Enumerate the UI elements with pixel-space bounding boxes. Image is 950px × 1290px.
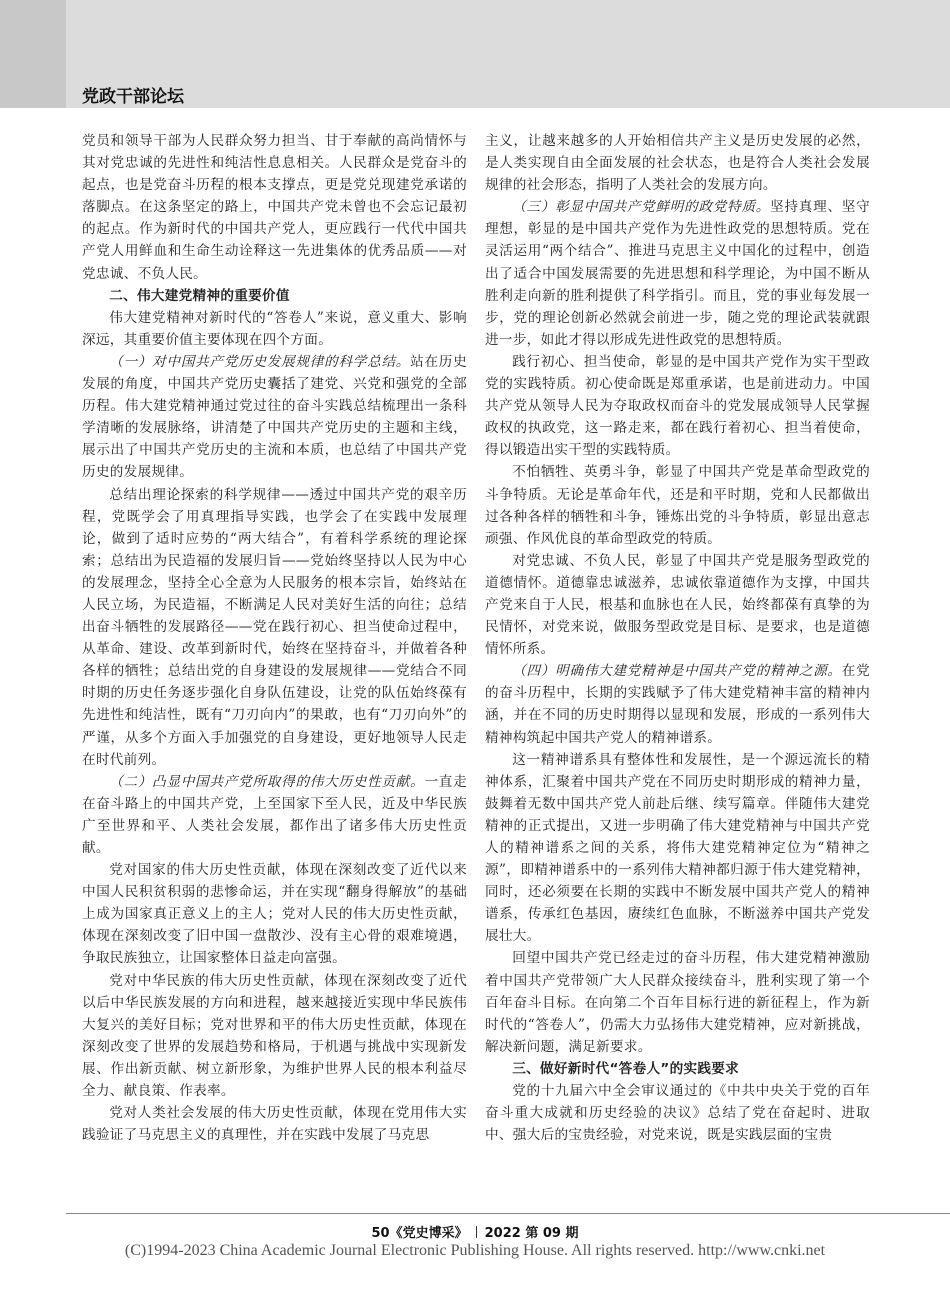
- paragraph-body: 在党的奋斗历程中，长期的实践赋予了伟大建党精神丰富的精神内涵，并在不同的历史时期得以显现和发展，形成的一系列伟大精神构筑起中国共产党人的精神谱系。: [485, 663, 870, 746]
- header-side-band: [0, 0, 66, 108]
- section-heading: 二、伟大建党精神的重要价值: [109, 287, 290, 304]
- paragraph: 践行初心、担当使命，彰显的是中国共产党作为实干型政党的实践特质。初心使命既是郑重承诺，也是前进动力。中国共产党从领导人民为夺取政权而奋斗的党发展成领导人民掌握政权的执政党，这一路走来，都在践行着初心、担当着使命，得以锻造出实干型的实践特质。: [485, 353, 870, 459]
- paragraph-body: 一直走在奋斗路上的中国共产党，上至国家下至人民，近及中华民族广至世界和平、人类社会发展，都作出了诸多伟大历史性贡献。: [82, 773, 467, 856]
- issue-number: 2022 第 09 期: [484, 1226, 579, 1241]
- subheading-lead: （四）明确伟大建党精神是中国共产党的精神之源。: [512, 663, 842, 680]
- section-title: 党政干部论坛: [82, 87, 184, 107]
- paragraph: 党对中华民族的伟大历史性贡献，体现在深刻改变了近代以后中华民族发展的方向和进程，越来越接近实现中华民族伟大复兴的美好目标；党对世界和平的伟大历史性贡献，体现在深刻改变了世界的发展趋势和格局，于机遇与挑战中实现新发展、作出新贡献、树立新形象，为维护世界人民的根本利益尽全力、献良策、作表率。: [82, 972, 467, 1100]
- paragraph: 党员和领导干部为人民群众努力担当、甘于奉献的高尚情怀与其对党忠诚的先进性和纯洁性息息相关。人民群众是党奋斗的起点，也是党奋斗历程的根本支撑点，更是党兑现建党承诺的落脚点。在这条坚定的路上，中国共产党未曾也不会忘记最初的起点。作为新时代的中国共产党人，更应践行一代代中国共产党人用鲜血和生命生动诠释这一先进集体的优秀品质——对党忠诚、不负人民。: [82, 133, 467, 282]
- paragraph: 对党忠诚、不负人民，彰显了中国共产党是服务型政党的道德情怀。道德靠忠诚滋养，忠诚依靠道德作为支撑，中国共产党来自于人民，根基和血脉也在人民，始终都葆有真挚的为民情怀，对党来说，做服务型政党是目标、是要求，也是道德情怀所系。: [485, 552, 870, 658]
- paragraph: 这一精神谱系具有整体性和发展性，是一个源远流长的精神体系，汇聚着中国共产党在不同历史时期形成的精神力量，鼓舞着无数中国共产党人前赴后继、续写篇章。伴随伟大建党精神的正式提出，又进一步明确了伟大建党精神与中国共产党人的精神谱系之间的关系，将伟大建党精神定位为“精神之源”，即精神谱系中的一系列伟大精神都归源于伟大建党精神，同时，还必须要在长期的实践中不断发展中国共产党人的精神谱系，传承红色基因，赓续红色血脉，不断滋养中国共产党发展壮大。: [485, 751, 870, 945]
- right-column: [485, 130, 870, 1146]
- paragraph-body: 坚持真理、坚守理想，彰显的是中国共产党作为先进性政党的思想特质。党在灵活运用“两个结合”、推进马克思主义中国化的过程中，创造出了适合中国发展需要的先进思想和科学理论，为中国不断从胜利走向新的胜利提供了科学指引。而且，党的事业每发展一步，党的理论创新必然就会前进一步，随之党的理论武装就跟进一步，如此才得以形成先进性政党的思想特质。: [485, 199, 870, 348]
- footer-divider: [66, 1213, 950, 1214]
- paragraph: 党的十九届六中全会审议通过的《中共中央关于党的百年奋斗重大成就和历史经验的决议》总结了党在奋起时、进取中、强大后的宝贵经验，对党来说，既是实践层面的宝贵: [485, 1083, 870, 1144]
- page-number-journal: 50《党史博采》: [371, 1226, 468, 1241]
- subheading-lead: （一）对中国共产党历史发展规律的科学总结。: [109, 353, 411, 370]
- paragraph: 不怕牺牲、英勇斗争，彰显了中国共产党是革命型政党的斗争特质。无论是革命年代，还是和平时期，党和人民都做出过各种各样的牺牲和斗争，锤炼出党的斗争特质，彰显出意志顽强、作风优良的革命型政党的特质。: [485, 464, 870, 547]
- copyright-notice: (C)1994-2023 China Academic Journal Electronic Publishing House. All rights reserved. http://www.cnki.net: [124, 1242, 826, 1259]
- section-heading: 三、做好新时代“答卷人”的实践要求: [512, 1060, 740, 1077]
- left-column: [82, 130, 467, 1146]
- subheading-lead: （三）彰显中国共产党鲜明的政党特质。: [512, 199, 771, 216]
- paragraph: 总结出理论探索的科学规律——透过中国共产党的艰辛历程，党既学会了用真理指导实践，也学会了在实践中发展理论，做到了适时应势的“两大结合”，有着科学系统的理论探索；总结出为民造福的发展归旨——党始终坚持以人民为中心的发展理念，坚持全心全意为人民服务的根本宗旨，始终站在人民立场，为民造福，不断满足人民对美好生活的向往；总结出奋斗牺牲的发展路径——党在践行初心、担当使命过程中，从革命、建设、改革到新时代，始终在坚持奋斗，并做着各种各样的牺牲；总结出党的自身建设的发展规律——党结合不同时期的历史任务逐步强化自身队伍建设，让党的队伍始终葆有先进性和纯洁性，既有“刀刃向内”的果敢，也有“刀刃向外”的严谨，从多个方面入手加强党的自身建设，更好地领导人民走在时代前列。: [82, 486, 467, 768]
- paragraph: [82, 771, 467, 859]
- paragraph-body: 站在历史发展的角度，中国共产党历史囊括了建党、兴党和强党的全部历程。伟大建党精神通过党过往的奋斗实践总结梳理出一条科学清晰的发展脉络，讲清楚了中国共产党历史的主题和主线，展示出了中国共产党历史的主流和本质，也总结了中国共产党历史的发展规律。: [82, 353, 467, 481]
- paragraph: 主义，让越来越多的人开始相信共产主义是历史发展的必然，是人类实现自由全面发展的社会状态，也是符合人类社会发展规律的社会形态，指明了人类社会的发展方向。: [485, 133, 870, 194]
- paragraph: 伟大建党精神对新时代的“答卷人”来说，意义重大、影响深远，其重要价值主要体现在四个方面。: [82, 309, 467, 348]
- subheading-lead: （二）凸显中国共产党所取得的伟大历史性贡献。: [109, 773, 425, 790]
- paragraph: 回望中国共产党已经走过的奋斗历程，伟大建党精神激励着中国共产党带领广大人民群众接续奋斗，胜利实现了第一个百年奋斗目标。在向第二个百年目标行进的新征程上，作为新时代的“答卷人”，仍需大力弘扬伟大建党精神，应对新挑战，解决新问题，满足新要求。: [485, 950, 870, 1055]
- footer-separator: [476, 1226, 477, 1238]
- page-footer: [0, 1222, 950, 1241]
- paragraph: [485, 660, 870, 748]
- header-band: [66, 0, 950, 108]
- paragraph: [82, 351, 467, 484]
- paragraph: 党对人类社会发展的伟大历史性贡献，体现在党用伟大实践验证了马克思主义的真理性，并在实践中发展了马克思: [82, 1105, 467, 1144]
- paragraph: [485, 196, 870, 351]
- paragraph: 党对国家的伟大历史性贡献，体现在深刻改变了近代以来中国人民积贫积弱的悲惨命运，并在实现“翻身得解放”的基础上成为国家真正意义上的主人；党对人民的伟大历史性贡献，体现在深刻改变了旧中国一盘散沙、没有主心骨的艰难境遇，争取民族独立，让国家整体日益走向富强。: [82, 862, 467, 967]
